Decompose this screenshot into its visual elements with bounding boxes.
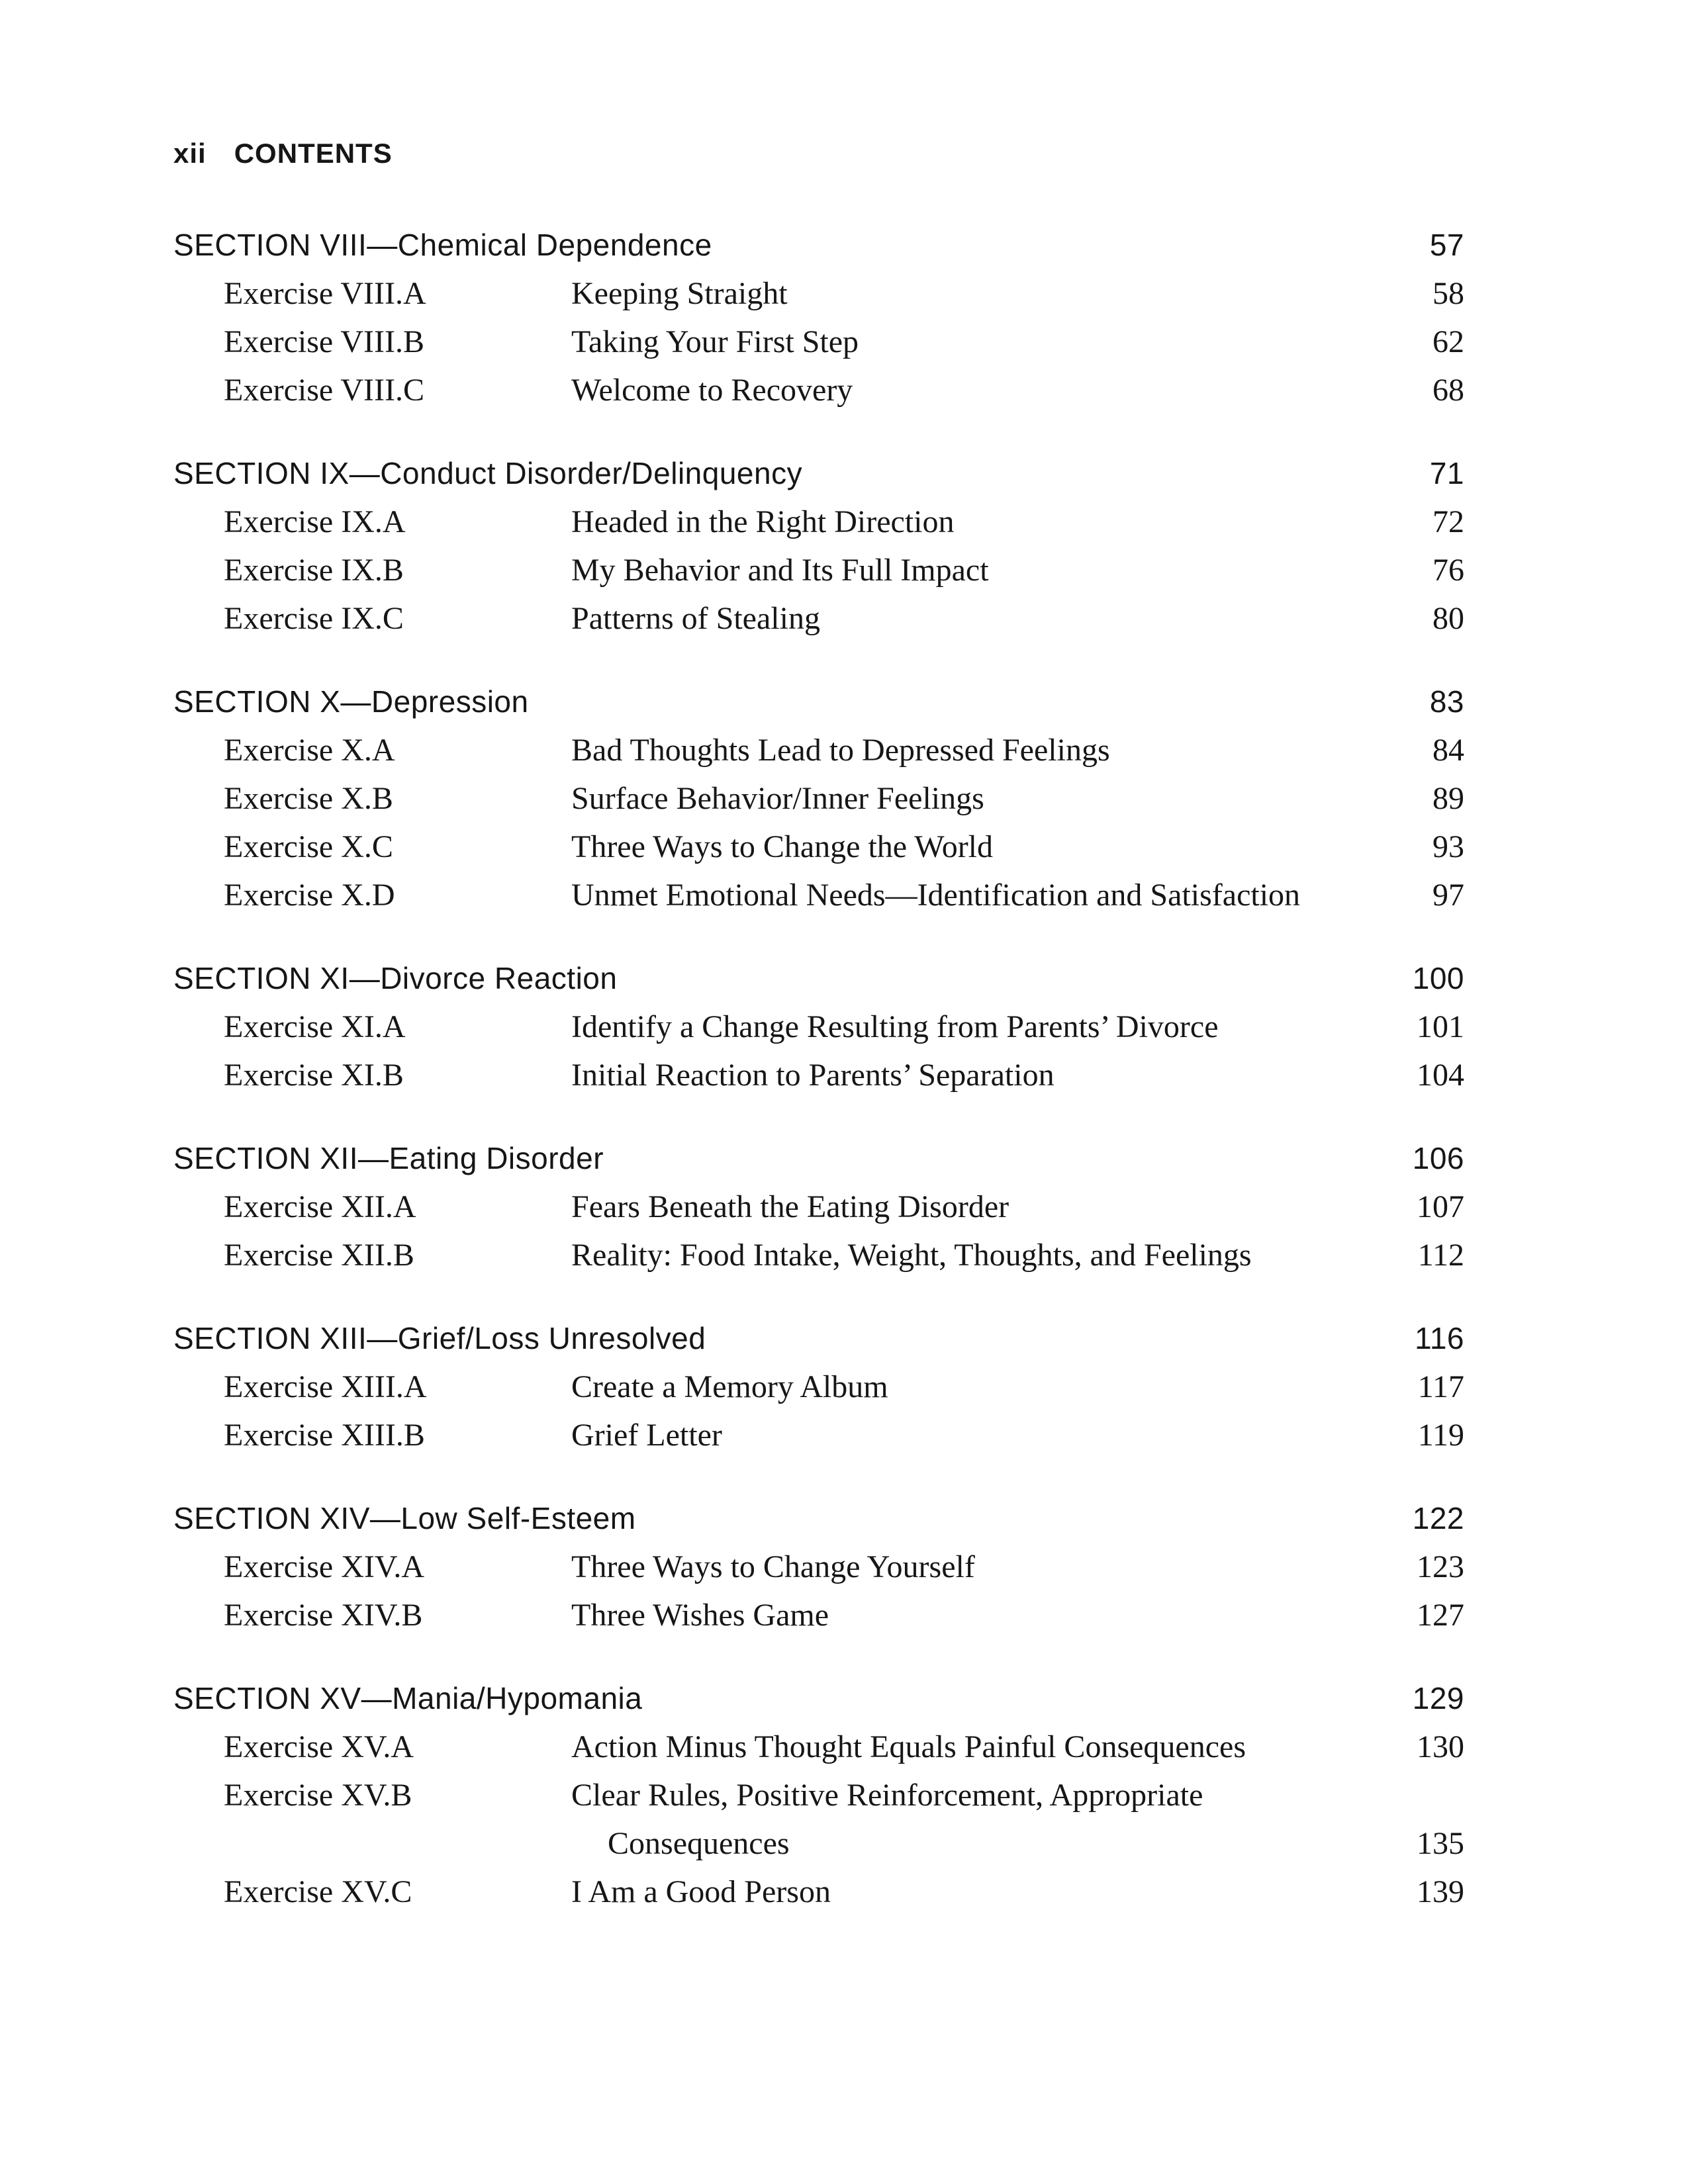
- toc-section: [173, 1314, 1464, 1459]
- page-folio: xii: [173, 138, 207, 169]
- exercise-title: [571, 823, 1374, 871]
- exercise-row: [173, 498, 1464, 546]
- exercise-label: Exercise XV.A: [224, 1729, 414, 1764]
- exercise-label: Exercise X.B: [224, 781, 393, 816]
- exercise-row: [173, 823, 1464, 871]
- exercise-title-line1: Keeping Straight: [571, 276, 788, 311]
- exercise-title-line1: Taking Your First Step: [571, 324, 859, 359]
- exercise-row: [173, 871, 1464, 919]
- section-heading: [173, 954, 1464, 1003]
- exercise-page-number: 127: [1417, 1598, 1464, 1633]
- exercise-page-number: 104: [1417, 1058, 1464, 1093]
- section-heading: [173, 1494, 1464, 1543]
- exercise-title: [571, 1411, 1374, 1459]
- exercise-page-number: 72: [1432, 504, 1464, 539]
- exercise-label: Exercise X.A: [224, 733, 395, 768]
- exercise-title: [571, 498, 1374, 546]
- exercise-row: [173, 1183, 1464, 1231]
- running-header: [173, 138, 393, 169]
- exercise-page-number: 123: [1417, 1549, 1464, 1584]
- exercise-label: Exercise XV.C: [224, 1874, 412, 1909]
- exercise-title-line1: Grief Letter: [571, 1418, 722, 1453]
- toc-section: [173, 1674, 1464, 1916]
- toc-section: [173, 1494, 1464, 1639]
- exercise-row: [173, 546, 1464, 594]
- exercise-title: [571, 1363, 1374, 1411]
- section-title: SECTION XIV—Low Self-Esteem: [173, 1501, 636, 1535]
- section-title: SECTION X—Depression: [173, 684, 529, 719]
- exercise-title-line1: Identify a Change Resulting from Parents’ Divorce: [571, 1009, 1219, 1044]
- exercise-title-line1: Patterns of Stealing: [571, 601, 820, 636]
- section-title: SECTION IX—Conduct Disorder/Delinquency: [173, 456, 803, 490]
- section-title: SECTION XII—Eating Disorder: [173, 1141, 604, 1175]
- exercise-row: [173, 1591, 1464, 1639]
- toc-section: [173, 449, 1464, 643]
- exercise-label: Exercise VIII.C: [224, 373, 424, 408]
- exercise-title: [571, 1003, 1374, 1051]
- section-heading: [173, 449, 1464, 498]
- exercise-label: Exercise XI.B: [224, 1058, 404, 1093]
- section-page-number: 106: [1412, 1141, 1464, 1175]
- section-heading: [173, 221, 1464, 269]
- exercise-title-line1: Headed in the Right Direction: [571, 504, 955, 539]
- exercise-label: Exercise IX.B: [224, 553, 404, 588]
- exercise-page-number: 130: [1417, 1729, 1464, 1764]
- exercise-page-number: 107: [1417, 1189, 1464, 1224]
- exercise-page-number: 117: [1417, 1369, 1464, 1404]
- exercise-page-number: 80: [1432, 601, 1464, 636]
- exercise-row: [173, 1771, 1464, 1868]
- exercise-label: Exercise XII.A: [224, 1189, 416, 1224]
- section-page-number: 116: [1415, 1321, 1464, 1355]
- exercise-title-line1: Fears Beneath the Eating Disorder: [571, 1189, 1009, 1224]
- exercise-page-number: 76: [1432, 553, 1464, 588]
- exercise-title-line1: Bad Thoughts Lead to Depressed Feelings: [571, 733, 1110, 768]
- exercise-title: [571, 1591, 1374, 1639]
- exercise-page-number: 97: [1432, 878, 1464, 913]
- exercise-title-line2: Consequences: [608, 1826, 790, 1861]
- exercise-title: [571, 269, 1374, 318]
- exercise-label: Exercise XIII.A: [224, 1369, 427, 1404]
- exercise-label: Exercise X.C: [224, 829, 393, 864]
- exercise-row: [173, 1003, 1464, 1051]
- section-page-number: 71: [1429, 456, 1464, 490]
- section-page-number: 129: [1412, 1681, 1464, 1715]
- exercise-label: Exercise XI.A: [224, 1009, 406, 1044]
- exercise-title: [571, 1868, 1374, 1916]
- exercise-row: [173, 1051, 1464, 1099]
- exercise-row: [173, 726, 1464, 774]
- exercise-title: [571, 1543, 1374, 1591]
- exercise-page-number: 135: [1417, 1826, 1464, 1861]
- exercise-title: [571, 366, 1374, 414]
- toc-section: [173, 678, 1464, 919]
- exercise-title: [571, 1723, 1374, 1771]
- exercise-label: Exercise XIV.A: [224, 1549, 425, 1584]
- exercise-title-line1: Clear Rules, Positive Reinforcement, Appropriate: [571, 1778, 1203, 1813]
- exercise-title-line1: Reality: Food Intake, Weight, Thoughts, and Feelings: [571, 1238, 1252, 1273]
- section-page-number: 57: [1429, 228, 1464, 262]
- exercise-title: [571, 1771, 1374, 1868]
- exercise-row: [173, 366, 1464, 414]
- exercise-row: [173, 318, 1464, 366]
- page-title: CONTENTS: [234, 138, 393, 169]
- section-page-number: 83: [1429, 684, 1464, 719]
- exercise-title-line1: Action Minus Thought Equals Painful Consequences: [571, 1729, 1246, 1764]
- exercise-label: Exercise IX.C: [224, 601, 404, 636]
- exercise-title-line1: Create a Memory Album: [571, 1369, 888, 1404]
- exercise-row: [173, 774, 1464, 823]
- exercise-page-number: 58: [1432, 276, 1464, 311]
- toc: [173, 221, 1464, 1916]
- exercise-page-number: 119: [1417, 1418, 1464, 1453]
- exercise-page-number: 112: [1417, 1238, 1464, 1273]
- exercise-title: [571, 1183, 1374, 1231]
- exercise-label: Exercise XIII.B: [224, 1418, 425, 1453]
- exercise-title-line1: Unmet Emotional Needs—Identification and Satisfaction: [571, 878, 1301, 913]
- exercise-page-number: 89: [1432, 781, 1464, 816]
- exercise-title: [571, 594, 1374, 643]
- exercise-label: Exercise XV.B: [224, 1778, 412, 1813]
- exercise-title: [571, 1051, 1374, 1099]
- exercise-title-line1: I Am a Good Person: [571, 1874, 831, 1909]
- exercise-row: [173, 269, 1464, 318]
- toc-section: [173, 1134, 1464, 1279]
- exercise-row: [173, 1543, 1464, 1591]
- section-page-number: 100: [1412, 961, 1464, 995]
- exercise-title-line1: Initial Reaction to Parents’ Separation: [571, 1058, 1055, 1093]
- exercise-title-line1: My Behavior and Its Full Impact: [571, 553, 989, 588]
- exercise-page-number: 62: [1432, 324, 1464, 359]
- section-heading: [173, 1134, 1464, 1183]
- exercise-row: [173, 1723, 1464, 1771]
- exercise-page-number: 139: [1417, 1874, 1464, 1909]
- exercise-row: [173, 1411, 1464, 1459]
- exercise-title: [571, 1231, 1374, 1279]
- section-title: SECTION VIII—Chemical Dependence: [173, 228, 712, 262]
- exercise-page-number: 84: [1432, 733, 1464, 768]
- exercise-label: Exercise IX.A: [224, 504, 406, 539]
- section-heading: [173, 678, 1464, 726]
- section-title: SECTION XV—Mania/Hypomania: [173, 1681, 643, 1715]
- exercise-row: [173, 1363, 1464, 1411]
- toc-section: [173, 954, 1464, 1099]
- toc-section: [173, 221, 1464, 414]
- exercise-title: [571, 726, 1374, 774]
- exercise-row: [173, 1868, 1464, 1916]
- exercise-title: [571, 871, 1374, 919]
- section-title: SECTION XI—Divorce Reaction: [173, 961, 618, 995]
- section-heading: [173, 1314, 1464, 1363]
- exercise-title-line1: Surface Behavior/Inner Feelings: [571, 781, 984, 816]
- exercise-title-line1: Three Ways to Change Yourself: [571, 1549, 975, 1584]
- exercise-title-line1: Welcome to Recovery: [571, 373, 853, 408]
- exercise-page-number: 68: [1432, 373, 1464, 408]
- section-page-number: 122: [1412, 1501, 1464, 1535]
- exercise-title: [571, 318, 1374, 366]
- exercise-page-number: 101: [1417, 1009, 1464, 1044]
- exercise-title-line1: Three Ways to Change the World: [571, 829, 994, 864]
- exercise-label: Exercise VIII.B: [224, 324, 424, 359]
- exercise-label: Exercise XII.B: [224, 1238, 414, 1273]
- exercise-page-number: 93: [1432, 829, 1464, 864]
- exercise-row: [173, 1231, 1464, 1279]
- exercise-title: [571, 774, 1374, 823]
- section-title: SECTION XIII—Grief/Loss Unresolved: [173, 1321, 706, 1355]
- exercise-label: Exercise XIV.B: [224, 1598, 423, 1633]
- exercise-label: Exercise X.D: [224, 878, 395, 913]
- section-heading: [173, 1674, 1464, 1723]
- exercise-title-line1: Three Wishes Game: [571, 1598, 829, 1633]
- exercise-row: [173, 594, 1464, 643]
- exercise-title: [571, 546, 1374, 594]
- exercise-label: Exercise VIII.A: [224, 276, 426, 311]
